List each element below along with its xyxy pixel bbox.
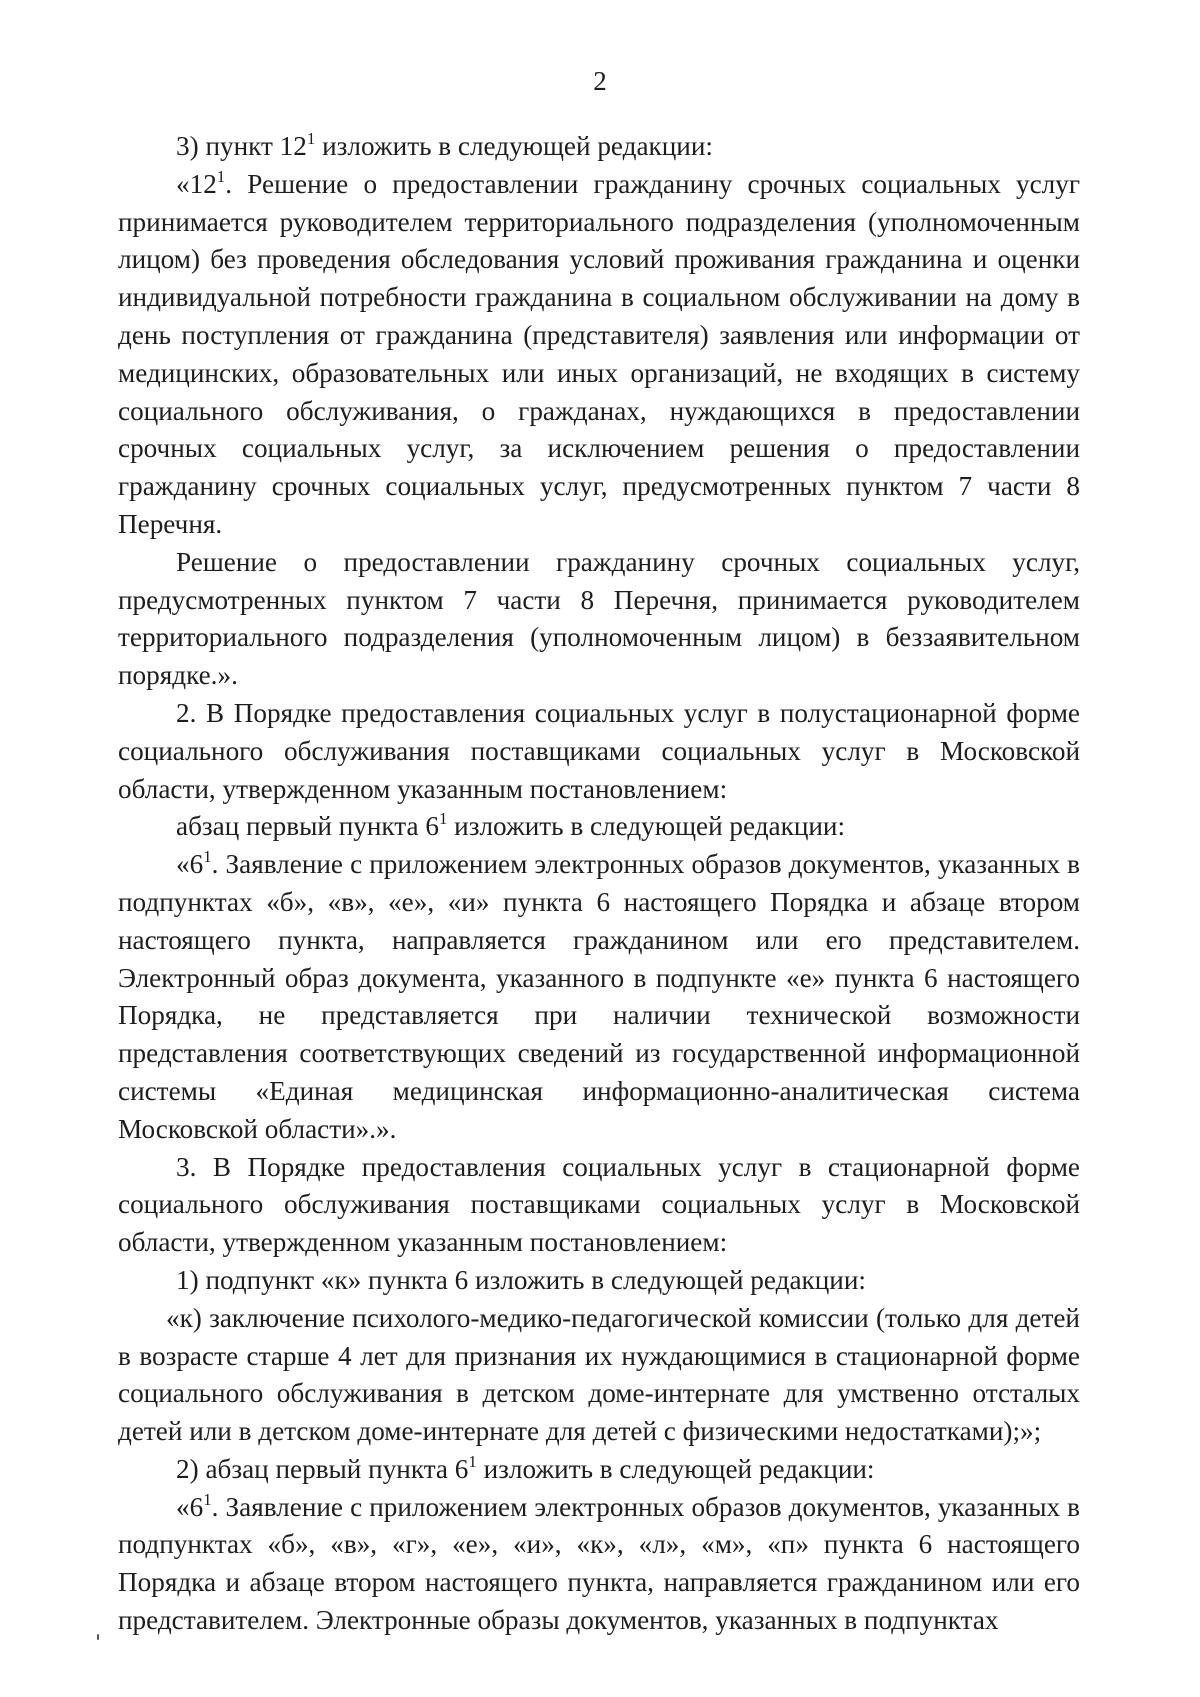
scan-speck xyxy=(97,1634,99,1640)
paragraph-section-2-heading: 2. В Порядке предоставления социальных услуг в полустационарной форме социального обслуживания поставщиками социальных услуг в Московской области, утвержденном указанным постановлением: xyxy=(118,697,1080,804)
document-body xyxy=(118,128,1080,1640)
page-number: 2 xyxy=(593,66,607,96)
paragraph-section-2-item-6-1: «$6^1$. Заявление с приложением электронных образов документов, указанных в подпунктах «б», «в», «е», «и» пункта 6 настоящего Порядка и абзаце втором настоящего пункта, направляется гражданином или его представителем. Электронный образ документа, указанного в подпункте «е» пункта 6 настоящего Порядка, не представляется при наличии технической возможности представления соответствующих сведений из государственной информационной системы «Единая медицинская информационно-аналитическая система Московской области».». xyxy=(118,847,1080,1144)
paragraph-decision-urgent-services: Решение о предоставлении гражданину срочных социальных услуг, предусмотренных пунктом 7 части 8 Перечня, принимается руководителем территориального подразделения (уполномоченным лицом) в беззаявительном порядке.». xyxy=(118,546,1080,691)
paragraph-section-3-item-k: «к) заключение психолого-медико-педагогической комиссии (только для детей в возрасте старше 4 лет для признания их нуждающимися в стационарной форме социального обслуживания в детском доме-интернате для умственно отсталых детей или в детском доме-интернате для детей с физическими недостатками);»; xyxy=(118,1302,1080,1447)
paragraph-section-3-sub-1: 1) подпункт «к» пункта 6 изложить в следующей редакции: xyxy=(176,1264,866,1295)
paragraph-section-3-heading: 3. В Порядке предоставления социальных услуг в стационарной форме социального обслуживания поставщиками социальных услуг в Московской области, утвержденном указанным постановлением: xyxy=(118,1151,1080,1258)
paragraph-item-12-1-text: «$12^1$. Решение о предоставлении гражданину срочных социальных услуг принимается руководителем территориального подразделения (уполномоченным лицом) без проведения обследования условий проживания гражданина и оценки индивидуальной потребности гражданина в социальном обслуживании на дому в день поступления от гражданина (представителя) заявления или информации от медицинских, образовательных или иных организаций, не входящих в систему социального обслуживания, о гражданах, нуждающихся в предоставлении срочных социальных услуг, за исключением решения о предоставлении гражданину срочных социальных услуг, предусмотренных пунктом 7 части 8 Перечня. xyxy=(118,166,1080,539)
paragraph-section-2-instruction: абзац первый пункта $6^1$ изложить в следующей редакции: xyxy=(176,809,846,842)
paragraph-section-3-item-6-1: «$6^1$. Заявление с приложением электронных образов документов, указанных в подпунктах «б», «в», «г», «е», «и», «к», «л», «м», «п» пункта 6 настоящего Порядка и абзаце втором настоящего пункта, направляется гражданином или его представителем. Электронные образы документов, указанных в подпунктах xyxy=(118,1489,1080,1636)
paragraph-section-3-sub-2: 2) абзац первый пункта $6^1$ изложить в следующей редакции: xyxy=(176,1452,875,1484)
paragraph-item-3-heading: 3) пункт $12^1$ изложить в следующей редакции: xyxy=(176,129,713,161)
